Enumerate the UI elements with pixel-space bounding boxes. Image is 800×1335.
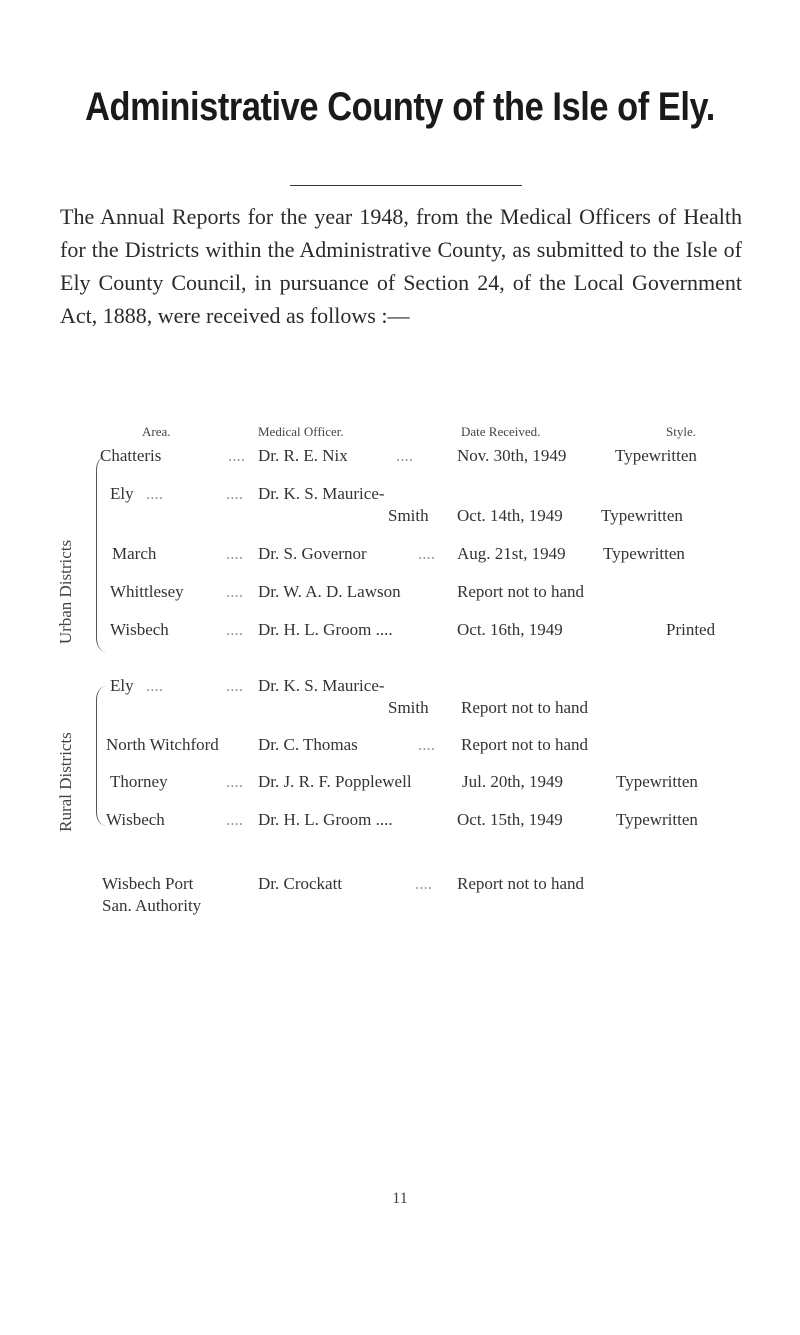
style-cell: Typewritten: [603, 544, 685, 563]
leader-dots: ....: [228, 446, 245, 465]
leader-dots: ....: [226, 772, 243, 791]
officer-cell: Dr. H. L. Groom ....: [258, 620, 393, 639]
date-cell: Report not to hand: [461, 698, 589, 717]
area-cell: Wisbech: [106, 810, 165, 829]
leader-dots: ....: [226, 620, 243, 639]
officer-cell-continued: Smith: [388, 506, 429, 525]
header-style: Style.: [666, 424, 696, 439]
date-cell: Nov. 30th, 1949: [457, 446, 567, 465]
leader-dots: ....: [396, 446, 413, 465]
officer-cell: Dr. J. R. F. Popplewell: [258, 772, 412, 791]
area-cell: March: [112, 544, 157, 563]
style-cell: Typewritten: [616, 810, 698, 829]
officer-cell: Dr. S. Governor: [258, 544, 367, 563]
date-cell: Report not to hand: [461, 735, 589, 754]
area-cell: Ely: [110, 484, 134, 503]
date-cell: Oct. 14th, 1949: [457, 506, 563, 525]
area-cell: Chatteris: [100, 446, 162, 465]
intro-paragraph: The Annual Reports for the year 1948, from the Medical Officers of Health for the Districts within the Administrative County, as submitted to the Isle of Ely County Council, in pursuance of Section 24, of the Local Government Act, 1888, were received as follows :—: [60, 204, 742, 328]
officer-cell: Dr. C. Thomas: [258, 735, 358, 754]
date-cell: Jul. 20th, 1949: [462, 772, 564, 791]
leader-dots: ....: [415, 874, 432, 893]
officer-cell: Dr. W. A. D. Lawson: [258, 582, 401, 601]
rural-districts-label: Rural Districts: [56, 732, 75, 832]
officer-cell: Dr. H. L. Groom ....: [258, 810, 393, 829]
leader-dots: ....: [226, 544, 243, 563]
area-cell: Wisbech: [110, 620, 169, 639]
leader-dots: ....: [418, 544, 435, 563]
leader-dots: ....: [226, 484, 243, 503]
date-cell: Aug. 21st, 1949: [457, 544, 566, 563]
officer-cell: Dr. R. E. Nix: [258, 446, 348, 465]
area-cell: Ely: [110, 676, 134, 695]
style-cell: Typewritten: [615, 446, 697, 465]
style-cell: Printed: [666, 620, 716, 639]
urban-districts-label: Urban Districts: [56, 539, 75, 645]
officer-cell-continued: Smith: [388, 698, 429, 717]
area-cell-continued: San. Authority: [102, 896, 202, 915]
officer-cell: Dr. K. S. Maurice-: [258, 676, 385, 695]
urban-brace: [96, 456, 107, 652]
style-cell: Typewritten: [601, 506, 683, 525]
date-cell: Report not to hand: [457, 874, 585, 893]
leader-dots: ....: [226, 582, 243, 601]
area-cell: Wisbech Port: [102, 874, 194, 893]
page-number: 11: [392, 1190, 408, 1207]
officer-cell: Dr. K. S. Maurice-: [258, 484, 385, 503]
leader-dots: ....: [146, 676, 163, 695]
officer-cell: Dr. Crockatt: [258, 874, 343, 893]
header-officer: Medical Officer.: [258, 424, 344, 439]
leader-dots: ....: [418, 735, 435, 754]
date-cell: Oct. 15th, 1949: [457, 810, 563, 829]
area-cell: North Witchford: [106, 735, 219, 754]
header-date: Date Received.: [461, 424, 541, 439]
date-cell: Report not to hand: [457, 582, 585, 601]
style-cell: Typewritten: [616, 772, 698, 791]
leader-dots: ....: [146, 484, 163, 503]
date-cell: Oct. 16th, 1949: [457, 620, 563, 639]
area-cell: Thorney: [110, 772, 168, 791]
title-rule: [290, 185, 522, 186]
rural-brace: [96, 686, 107, 826]
leader-dots: ....: [226, 676, 243, 695]
leader-dots: ....: [226, 810, 243, 829]
area-cell: Whittlesey: [110, 582, 184, 601]
page-title: Administrative County of the Isle of Ely.: [85, 85, 715, 129]
header-area: Area.: [142, 424, 171, 439]
